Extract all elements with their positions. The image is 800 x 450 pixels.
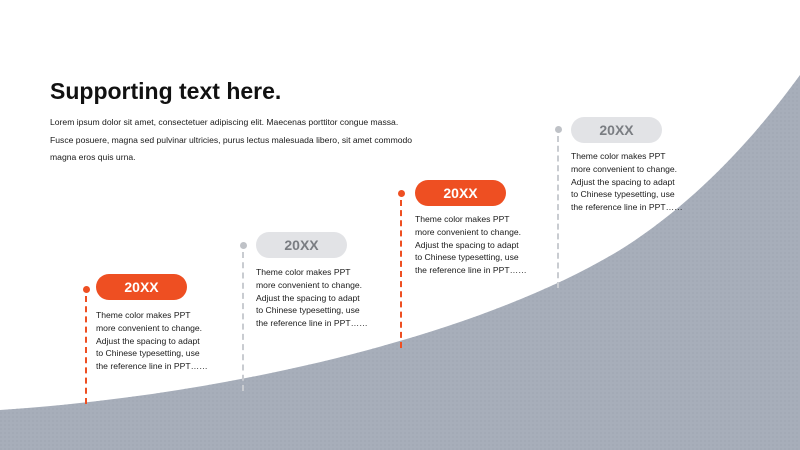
milestone-dot: [240, 242, 247, 249]
milestone-guide-line: [400, 200, 402, 348]
page-title: Supporting text here.: [50, 78, 282, 104]
milestone-year-pill: 20XX: [415, 180, 506, 206]
milestone-year-pill: 20XX: [96, 274, 187, 300]
milestone-guide-line: [557, 136, 559, 288]
milestone-dot: [555, 126, 562, 133]
milestone-guide-line: [242, 252, 244, 391]
milestone-year-pill: 20XX: [256, 232, 347, 258]
milestone-description: Theme color makes PPT more convenient to change. Adjust the spacing to adapt to Chinese typesetting, use the reference line in PPT……: [415, 214, 527, 276]
milestone-description: Theme color makes PPT more convenient to change. Adjust the spacing to adapt to Chinese typesetting, use the reference line in PPT……: [96, 310, 208, 372]
milestone-dot: [398, 190, 405, 197]
milestone-description: Theme color makes PPT more convenient to change. Adjust the spacing to adapt to Chinese typesetting, use the reference line in PPT……: [256, 267, 368, 329]
milestone-year-pill: 20XX: [571, 117, 662, 143]
milestone-guide-line: [85, 296, 87, 404]
milestone-dot: [83, 286, 90, 293]
intro-paragraph: Lorem ipsum dolor sit amet, consectetuer adipiscing elit. Maecenas porttitor congue massa. Fusce posuere, magna sed pulvinar ultricies, purus lectus malesuada libero, sit amet commodo magna eros quis urna.: [50, 117, 413, 162]
milestone-description: Theme color makes PPT more convenient to change. Adjust the spacing to adapt to Chinese typesetting, use the reference line in PPT……: [571, 151, 683, 213]
